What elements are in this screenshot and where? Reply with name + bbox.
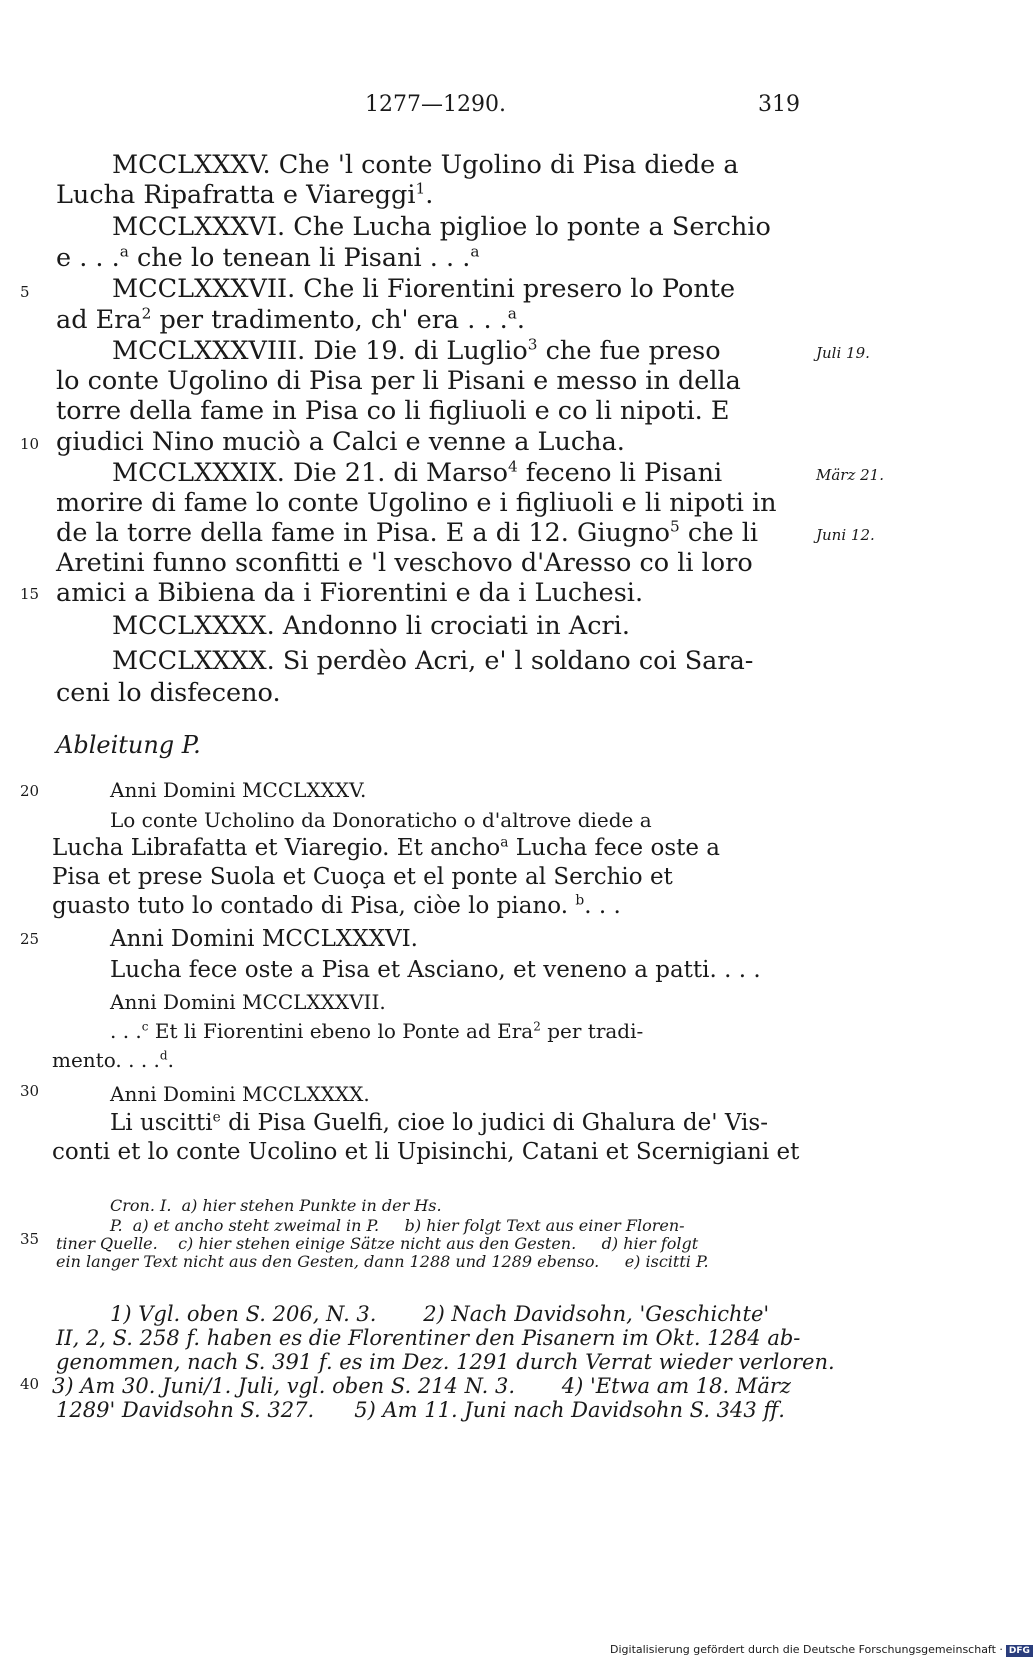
chronicle-line: lo conte Ugolino di Pisa per li Pisani e messo in della (56, 366, 741, 396)
margin-date-note: März 21. (816, 466, 884, 484)
entry-line: Li uscitti$^e$ di Pisa Guelfi, cioe lo judici di Ghalura de' Vis- (110, 1109, 768, 1136)
entry-line: Lucha Librafatta et Viaregio. Et ancho$^a$ Lucha fece oste a (52, 834, 721, 861)
footnote-line: genommen, nach S. 391 f. es im Dez. 1291 durch Verrat wieder verloren. (56, 1350, 835, 1374)
entry-line: conti et lo conte Ucolino et li Upisinchi, Catani et Scernigiani et (52, 1139, 800, 1165)
chronicle-line: ceni lo disfeceno. (56, 678, 281, 708)
chronicle-line: amici a Bibiena da i Fiorentini e da i Luchesi. (56, 578, 644, 608)
chronicle-line: de la torre della fame in Pisa. E a di 12. Giugno$^5$ che li (56, 517, 759, 548)
chronicle-line: e . . .$^a$ che lo tenean li Pisani . . .$^a$ (56, 242, 480, 273)
apparatus-line: Cron. I. a) hier stehen Punkte in der Hs. (110, 1196, 442, 1215)
apparatus-line: tiner Quelle. c) hier stehen einige Sätze nicht aus den Gesten. d) hier folgt (56, 1234, 699, 1253)
line-number: 25 (20, 930, 40, 948)
chronicle-line: giudici Nino muciò a Calci e venne a Lucha. (56, 427, 625, 457)
running-head-years: 1277—1290. (365, 92, 506, 117)
chronicle-line: MCCLXXXVI. Che Lucha piglioe lo ponte a Serchio (112, 212, 771, 242)
entry-line: Lo conte Ucholino da Donoraticho o d'altrove diede a (110, 808, 652, 832)
margin-date-note: Juni 12. (816, 526, 875, 544)
entry-line: guasto tuto lo contado di Pisa, ciòe lo piano. $^b$. . . (52, 892, 621, 919)
page-number: 319 (758, 92, 800, 117)
chronicle-line: Aretini funno sconfitti e 'l veschovo d'Aresso co li loro (56, 548, 753, 578)
line-number: 5 (20, 283, 30, 301)
chronicle-line: MCCLXXXV. Che 'l conte Ugolino di Pisa diede a (112, 150, 739, 180)
line-number: 35 (20, 1230, 40, 1248)
chronicle-line: Lucha Ripafratta e Viareggi$^1$. (56, 179, 434, 210)
digitization-credit: Digitalisierung gefördert durch die Deutsche Forschungsgemeinschaft · DFG (610, 1643, 1033, 1656)
entry-line: . . .$^c$ Et li Fiorentini ebeno lo Ponte ad Era$^2$ per tradi- (110, 1019, 644, 1043)
line-number: 20 (20, 782, 40, 800)
footnote-line: 1) Vgl. oben S. 206, N. 3. 2) Nach Davidsohn, 'Geschichte' (110, 1302, 770, 1326)
chronicle-line: MCCLXXXVIII. Die 19. di Luglio$^3$ che fue preso (112, 335, 721, 366)
line-number: 15 (20, 585, 40, 603)
chronicle-line: ad Era$^2$ per tradimento, ch' era . . .$^a$. (56, 304, 525, 335)
apparatus-line: ein langer Text nicht aus den Gesten, dann 1288 und 1289 ebenso. e) iscitti P. (56, 1252, 709, 1271)
chronicle-line: MCCLXXXX. Andonno li crociati in Acri. (112, 611, 630, 641)
margin-date-note: Juli 19. (816, 344, 870, 362)
section-heading: Ableitung P. (56, 731, 201, 759)
line-number: 10 (20, 435, 40, 453)
entry-line: Pisa et prese Suola et Cuoça et el ponte al Serchio et (52, 864, 673, 890)
line-number: 30 (20, 1082, 40, 1100)
entry-year: Anni Domini MCCLXXXV. (110, 778, 367, 802)
chronicle-line: torre della fame in Pisa co li figliuoli e co li nipoti. E (56, 396, 730, 426)
chronicle-line: MCCLXXXVII. Che li Fiorentini presero lo Ponte (112, 274, 736, 304)
entry-year: Anni Domini MCCLXXXVII. (110, 990, 386, 1014)
dfg-logo: DFG (1006, 1645, 1033, 1657)
entry-line: mento. . . .$^d$. (52, 1048, 174, 1072)
line-number: 40 (20, 1375, 40, 1393)
chronicle-line: MCCLXXXIX. Die 21. di Marso$^4$ feceno li Pisani (112, 457, 723, 488)
footnote-line: II, 2, S. 258 f. haben es die Florentiner den Pisanern im Okt. 1284 ab- (56, 1326, 801, 1350)
entry-line: Lucha fece oste a Pisa et Asciano, et veneno a patti. . . . (110, 957, 761, 983)
chronicle-line: morire di fame lo conte Ugolino e i figliuoli e li nipoti in (56, 488, 777, 518)
footnote-line: 1289' Davidsohn S. 327. 5) Am 11. Juni nach Davidsohn S. 343 ff. (56, 1398, 785, 1422)
apparatus-line: P. a) et ancho steht zweimal in P. b) hier folgt Text aus einer Floren- (110, 1216, 685, 1235)
footnote-line: 3) Am 30. Juni/1. Juli, vgl. oben S. 214 N. 3. 4) 'Etwa am 18. März (52, 1374, 791, 1398)
entry-year: Anni Domini MCCLXXXVI. (110, 926, 418, 952)
chronicle-line: MCCLXXXX. Si perdèo Acri, e' l soldano coi Sara- (112, 646, 754, 676)
entry-year: Anni Domini MCCLXXXX. (110, 1082, 370, 1106)
